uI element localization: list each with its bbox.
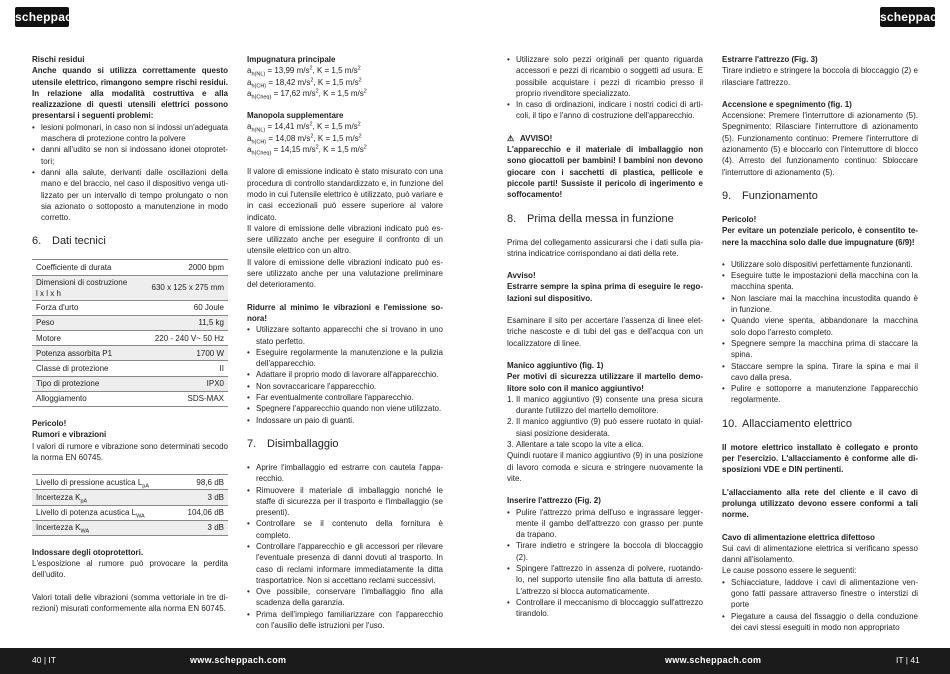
table-label: Coefficiente di durata (36, 263, 112, 273)
table-row (32, 361, 228, 376)
column-2 (247, 54, 443, 631)
table-row (32, 391, 228, 406)
brand-logo: scheppach (15, 7, 69, 27)
step-item (507, 416, 703, 439)
column-3 (507, 54, 703, 619)
list-item: • Ove possibile, conservare l'imballaggio fino alla scadenza della garanzia. (247, 586, 443, 609)
website-link[interactable]: www.scheppach.com (665, 655, 762, 665)
table-label: Dimensioni di costruzione l x l x h (32, 275, 140, 300)
table-value: 104,06 dB (187, 508, 224, 518)
step-number: 3. (507, 440, 514, 450)
table-label: Incertezza $K_{pA}$ (32, 490, 175, 505)
vibration-value: $a_{h(Cheq)} = 14,15$ $m/s^2$, K = 1,5 $m/s^2$ (247, 144, 367, 157)
table-row (32, 315, 228, 330)
table-value: 98,6 dB (196, 477, 224, 487)
vibration-value: $a_{h(NL)} = 13,99$ $m/s^2$, K = 1,5 $m/s^2$ (247, 65, 361, 78)
table-row (32, 376, 228, 391)
table-label: Livello di pressione acustica $L_{pA}$ (36, 477, 150, 490)
table-row (32, 490, 228, 505)
list-item: • Utilizzare solo dispositivi perfettamente funzionanti. (722, 259, 918, 270)
vibration-values (247, 65, 443, 99)
list-item: • Utilizzare soltanto apparecchi che si trovano in uno stato perfetto. (247, 324, 443, 347)
list-item: • Eseguire regolarmente la manutenzione e la pulizia dell'apparecchio. (247, 347, 443, 370)
list-item: • Utilizzare solo pezzi originali per quanto riguarda accessori e pezzi di ricambio o soggetti ad usura. E possibile acquistare i pezzi di ricambio presso il proprio rivenditore specializzato. (507, 54, 703, 99)
section-heading: Manopola supplementare (247, 111, 344, 121)
insert-list (507, 507, 703, 620)
list-item: • Non sovraccaricare l'apparecchio. (247, 381, 443, 392)
page-number: 40 | IT (32, 655, 56, 665)
table-row (32, 475, 228, 490)
table-value: 11,5 kg (140, 315, 228, 330)
vibration-value: $a_{h(CH)} = 18,42$ $m/s^2$, K = 1,5 $m/s^2$ (247, 76, 362, 90)
table-value: II (219, 363, 224, 373)
table-value: 2000 bpm (188, 263, 224, 273)
table-row (32, 331, 228, 346)
paragraph: Per evitare un potenziale pericolo, è consentito tenere la macchina solo dalle due impugnature (6/9)! (722, 226, 918, 247)
table-label: Potenza assorbita P1 (32, 346, 140, 361)
section-heading: Manico aggiuntivo (fig. 1) (507, 360, 604, 370)
section-heading: Estrarre l'attrezzo (Fig. 3) (722, 55, 818, 64)
noise-table (32, 474, 228, 536)
list-item: • lesioni polmonari, in caso non si indossi un'adeguata maschera di protezione contro la polvere (32, 122, 228, 145)
page-footer (0, 648, 950, 674)
warning-heading: ⚠ AVVISO! (507, 133, 553, 143)
section-heading: Impugnatura principale (247, 55, 336, 64)
list-item: • Controllare l'apparecchio e gli accessori per rilevare l'eventuale presenza di danni dovuti al trasporto. In caso di reclami informare immediatamente la ditta trasportatrice. Non si accettano reclami successivi. (247, 541, 443, 586)
paragraph: Sui cavi di alimentazione elettrica si verificano spesso danni all'isolamento. (722, 543, 918, 565)
table-value: 60 Joule (193, 303, 224, 313)
table-value: IPX0 (140, 376, 228, 391)
paragraph: Prima del collegamento assicurarsi che i dati sulla piastrina indicatrice corrispondano ai dati della rete. (507, 237, 703, 258)
section-title: 10. Allacciamento elettrico (722, 417, 853, 430)
unpack-list (247, 462, 443, 631)
table-row (32, 520, 228, 535)
tech-table (32, 259, 228, 407)
step-item (507, 439, 703, 450)
table-label: Tipo di protezione (32, 376, 140, 391)
table-row (32, 275, 228, 300)
list-item: • Eseguire tutte le impostazioni della macchina con la macchina spenta. (722, 270, 918, 293)
table-label: Peso (32, 315, 140, 330)
paragraph: Il motore elettrico installato è collegato e pronto per l'esercizio. L'allacciamento è conforme alle disposizioni VDE e DIN pertinenti. (722, 442, 918, 475)
step-text: Il manico aggiuntivo (9) può essere ruotato in quialsiasi posizione desiderata. (516, 417, 703, 438)
paragraph: Quindi ruotare il manico aggiuntivo (9) in una posizione di lavoro comoda e sicura e stringere nuovamente la vite. (507, 451, 703, 483)
list-item: • Piegature a causa del fissaggio o della conduzione dei cavi stessi eseguiti in modo non appropriato (722, 611, 918, 634)
paragraph: Tirare indietro e stringere la boccola di bloccaggio (2) e rilasciare l'attrezzo. (722, 66, 918, 87)
list-item: • Pulire e sottoporre a manutenzione l'apparecchio regolarmente. (722, 383, 918, 406)
list-item: • Controllare il meccanismo di bloccaggio sull'attrezzo tirandolo. (507, 597, 703, 620)
step-text: Allentare a tale scopo la vite a elica. (516, 440, 644, 450)
section-title: 9. Funzionamento (722, 189, 818, 202)
paragraph: L'esposizione al rumore può provocare la perdita dell'udito. (32, 559, 228, 580)
vibration-value: $a_{h(Cheq)} = 17,62$ $m/s^2$, K = 1,5 $m/s^2$ (247, 88, 367, 101)
paragraph: Il valore di emissione delle vibrazioni indicato può essere utilizzato anche per eseguire il confronto di un utensile elettrico con un altro. (247, 223, 443, 256)
list-item: • Tirare indietro e stringere la boccola di bloccaggio (2). (507, 540, 703, 563)
table-label: Classe di protezione (36, 363, 109, 373)
paragraph: Anche quando si utilizza correttamente questo utensile elettrico, rimangono sempre rischi residui. In relazione alla modalità costruttiva e alla realizzazione di questi utensili elettrici possono presentarsi i seguenti problemi: (32, 66, 228, 121)
table-label: Incertezza $K_{WA}$ (32, 520, 175, 535)
section-title: 7. Disimballaggio (247, 437, 339, 450)
paragraph: I valori di rumore e vibrazione sono determinati secodo la norma EN 60745. (32, 441, 228, 462)
list-item: • Indossare un paio di guanti. (247, 415, 443, 426)
paragraph: Esaminare il sito per accertare l'assenza di linee elettriche nascoste e di tubi del gas e dell'acqua con un localizzatore di linee. (507, 316, 703, 348)
column-4 (722, 54, 918, 633)
list-item: • Prima dell'impiego familiarizzare con l'apparecchio con l'ausilio delle istruzioni per l'uso. (247, 609, 443, 632)
table-row (32, 346, 228, 361)
warning-text: Estrarre sempre la spina prima di eseguire le regolazioni sul dispositivo. (507, 282, 703, 303)
list-item: • Adattare il proprio modo di lavorare all'apparecchio. (247, 369, 443, 380)
table-label: Forza d'urto (36, 303, 79, 313)
aux-steps (507, 394, 703, 450)
list-item: • Schiacciature, laddove i cavi di alimentazione vengono fatti passare attraverso finestre o interstizi di porte (722, 577, 918, 611)
section-heading: Inserire l'attrezzo (Fig. 2) (507, 496, 601, 506)
parts-list (507, 54, 703, 122)
danger-label: Pericolo! (722, 214, 757, 224)
list-item: • danni alla salute, derivanti dalle oscillazioni della mano e del braccio, nel caso il dispositivo venga utilizzato per un intervallo di tempo prolungato o non sia azionato o sottoposto a manutenzione in modo corretto. (32, 167, 228, 223)
reduce-list (247, 324, 443, 426)
step-item (507, 394, 703, 417)
list-item: • Spingere l'attrezzo in assenza di polvere, ruotandolo, nel supporto utensile fino alla battuta di arresto. L'attrezzo si blocca automaticamente. (507, 563, 703, 597)
section-heading: Indossare degli otoprotettori. (32, 547, 144, 557)
paragraph: Valori totali delle vibrazioni (somma vettoriale in tre direzioni) misurati conformemente alla norma EN 60745. (32, 592, 228, 614)
table-label: Alloggiamento (36, 394, 87, 404)
table-value: 3 dB (175, 520, 228, 535)
list-item: • Spegnere l'apparecchio quando non viene utilizzato. (247, 403, 443, 414)
step-text: Il manico aggiuntivo (9) consente una presa sicura durante l'utilizzo del martello demolitore. (516, 394, 703, 416)
step-number: 2. (507, 417, 514, 427)
paragraph: Il valore di emissione delle vibrazioni indicato può essere utilizzato anche per una valutazione preliminare del deterioramento. (247, 257, 443, 290)
list-item: • Aprire l'imballaggio ed estrarre con cautela l'apparecchio. (247, 462, 443, 485)
list-item: • Far eventualmente controllare l'apparecchio. (247, 392, 443, 403)
risks-list (32, 122, 228, 224)
table-value: 1700 W (140, 346, 228, 361)
paragraph: Accensione: Premere l'interruttore di azionamento (5). Spegnimento: Rilasciare l'interruttore di azionamento (5). Funzionamento continuo: Premere l'interruttore di azionamento (5) e bloccarlo con l'interruttore di blocco (4). Arresto del funzionamento continuo: Sbloccare l'interruttore di azionamento (5). (722, 111, 918, 177)
warning-icon: ⚠ (507, 133, 515, 143)
section-heading: Rischi residui (32, 55, 85, 64)
paragraph: L'allacciamento alla rete del cliente e il cavo di prolunga utilizzato devono essere conformi a tali norme. (722, 487, 918, 520)
cable-list (722, 577, 918, 633)
section-heading: Cavo di alimentazione elettrica difettoso (722, 532, 875, 542)
vibration-value: $a_{h(CH)} = 14,08$ $m/s^2$, K = 1,5 $m/s^2$ (247, 133, 362, 146)
list-item: • Pulire l'attrezzo prima dell'uso e ingrassare leggermente il gambo dell'attrezzo con grasso per punte da trapano. (507, 507, 703, 541)
section-title: 6. Dati tecnici (32, 235, 106, 248)
table-label: Motore (36, 333, 61, 343)
brand-logo: scheppach (880, 7, 935, 27)
table-label: Livello di potenza acustica $L_{WA}$ (36, 508, 145, 520)
table-value: 630 x 125 x 275 mm (140, 275, 228, 300)
list-item: • Non lasciare mai la macchina incustodita quando è in funzione. (722, 293, 918, 316)
table-row (32, 260, 228, 275)
list-item: • Quando viene spenta, abbandonare la macchina solo dopo l'arresto completo. (722, 315, 918, 338)
paragraph: Le cause possono essere le seguenti: (722, 566, 857, 576)
danger-label: Pericolo! (32, 418, 67, 428)
paragraph: Per motivi di sicurezza utilizzare il martello demolitore solo con il manico aggiuntivo! (507, 372, 703, 393)
paragraph: Il valore di emissione indicato è stato misurato con una procedura di controllo standardizzato e, in funzione del modo in cui l'utensile elettrico è utilizzato, può variare e in casi eccezionali può essere superiore al valore indicato. (247, 167, 443, 222)
warning-text: L'apparecchio e il materiale di imballaggio non sono giocattoli per bambini! I bambini non devono giocare con i sacchetti di plastica, pellicole e piccole parti! Sussiste il pericolo di ingerimento e soffocamento! (507, 145, 703, 200)
table-value: 220 - 240 V~ 50 Hz (154, 333, 224, 343)
column-1 (32, 54, 228, 614)
vibration-value: $a_{h(NL)} = 14,41$ $m/s^2$, K = 1,5 $m/s^2$ (247, 121, 361, 135)
list-item: • Spegnere sempre la macchina prima di staccare la spina. (722, 338, 918, 361)
list-item: • Staccare sempre la spina. Tirare la spina e mai il cavo dalla presa. (722, 361, 918, 384)
list-item: • danni all'udito se non si indossano idonei otoprotettori; (32, 144, 228, 167)
table-row (32, 505, 228, 520)
table-value: SDS-MAX (187, 394, 224, 404)
section-title: 8. Prima della messa in funzione (507, 212, 674, 225)
section-heading: Ridurre al minimo le vibrazioni e l'emissione sonora! (247, 302, 443, 323)
list-item: • Controllare se il contenuto della fornitura è completo. (247, 518, 443, 541)
website-link[interactable]: www.scheppach.com (190, 655, 287, 665)
step-number: 1. (507, 394, 514, 404)
list-item: • Rimuovere il materiale di imballaggio nonché le staffe di sicurezza per il trasporto e l'imballaggio (se presenti). (247, 485, 443, 519)
table-value: 3 dB (175, 490, 228, 505)
page-number: IT | 41 (896, 655, 920, 665)
list-item: • In caso di ordinazioni, indicare i nostri codici di articoli, il tipo e l'anno di costruzione dell'apparecchio. (507, 99, 703, 122)
section-heading: Rumori e vibrazioni (32, 430, 107, 440)
vibration-values (247, 121, 443, 155)
warning-label: Avviso! (507, 271, 536, 281)
table-row (32, 300, 228, 315)
section-heading: Accensione e spegnimento (fig. 1) (722, 99, 852, 109)
operation-list (722, 259, 918, 406)
